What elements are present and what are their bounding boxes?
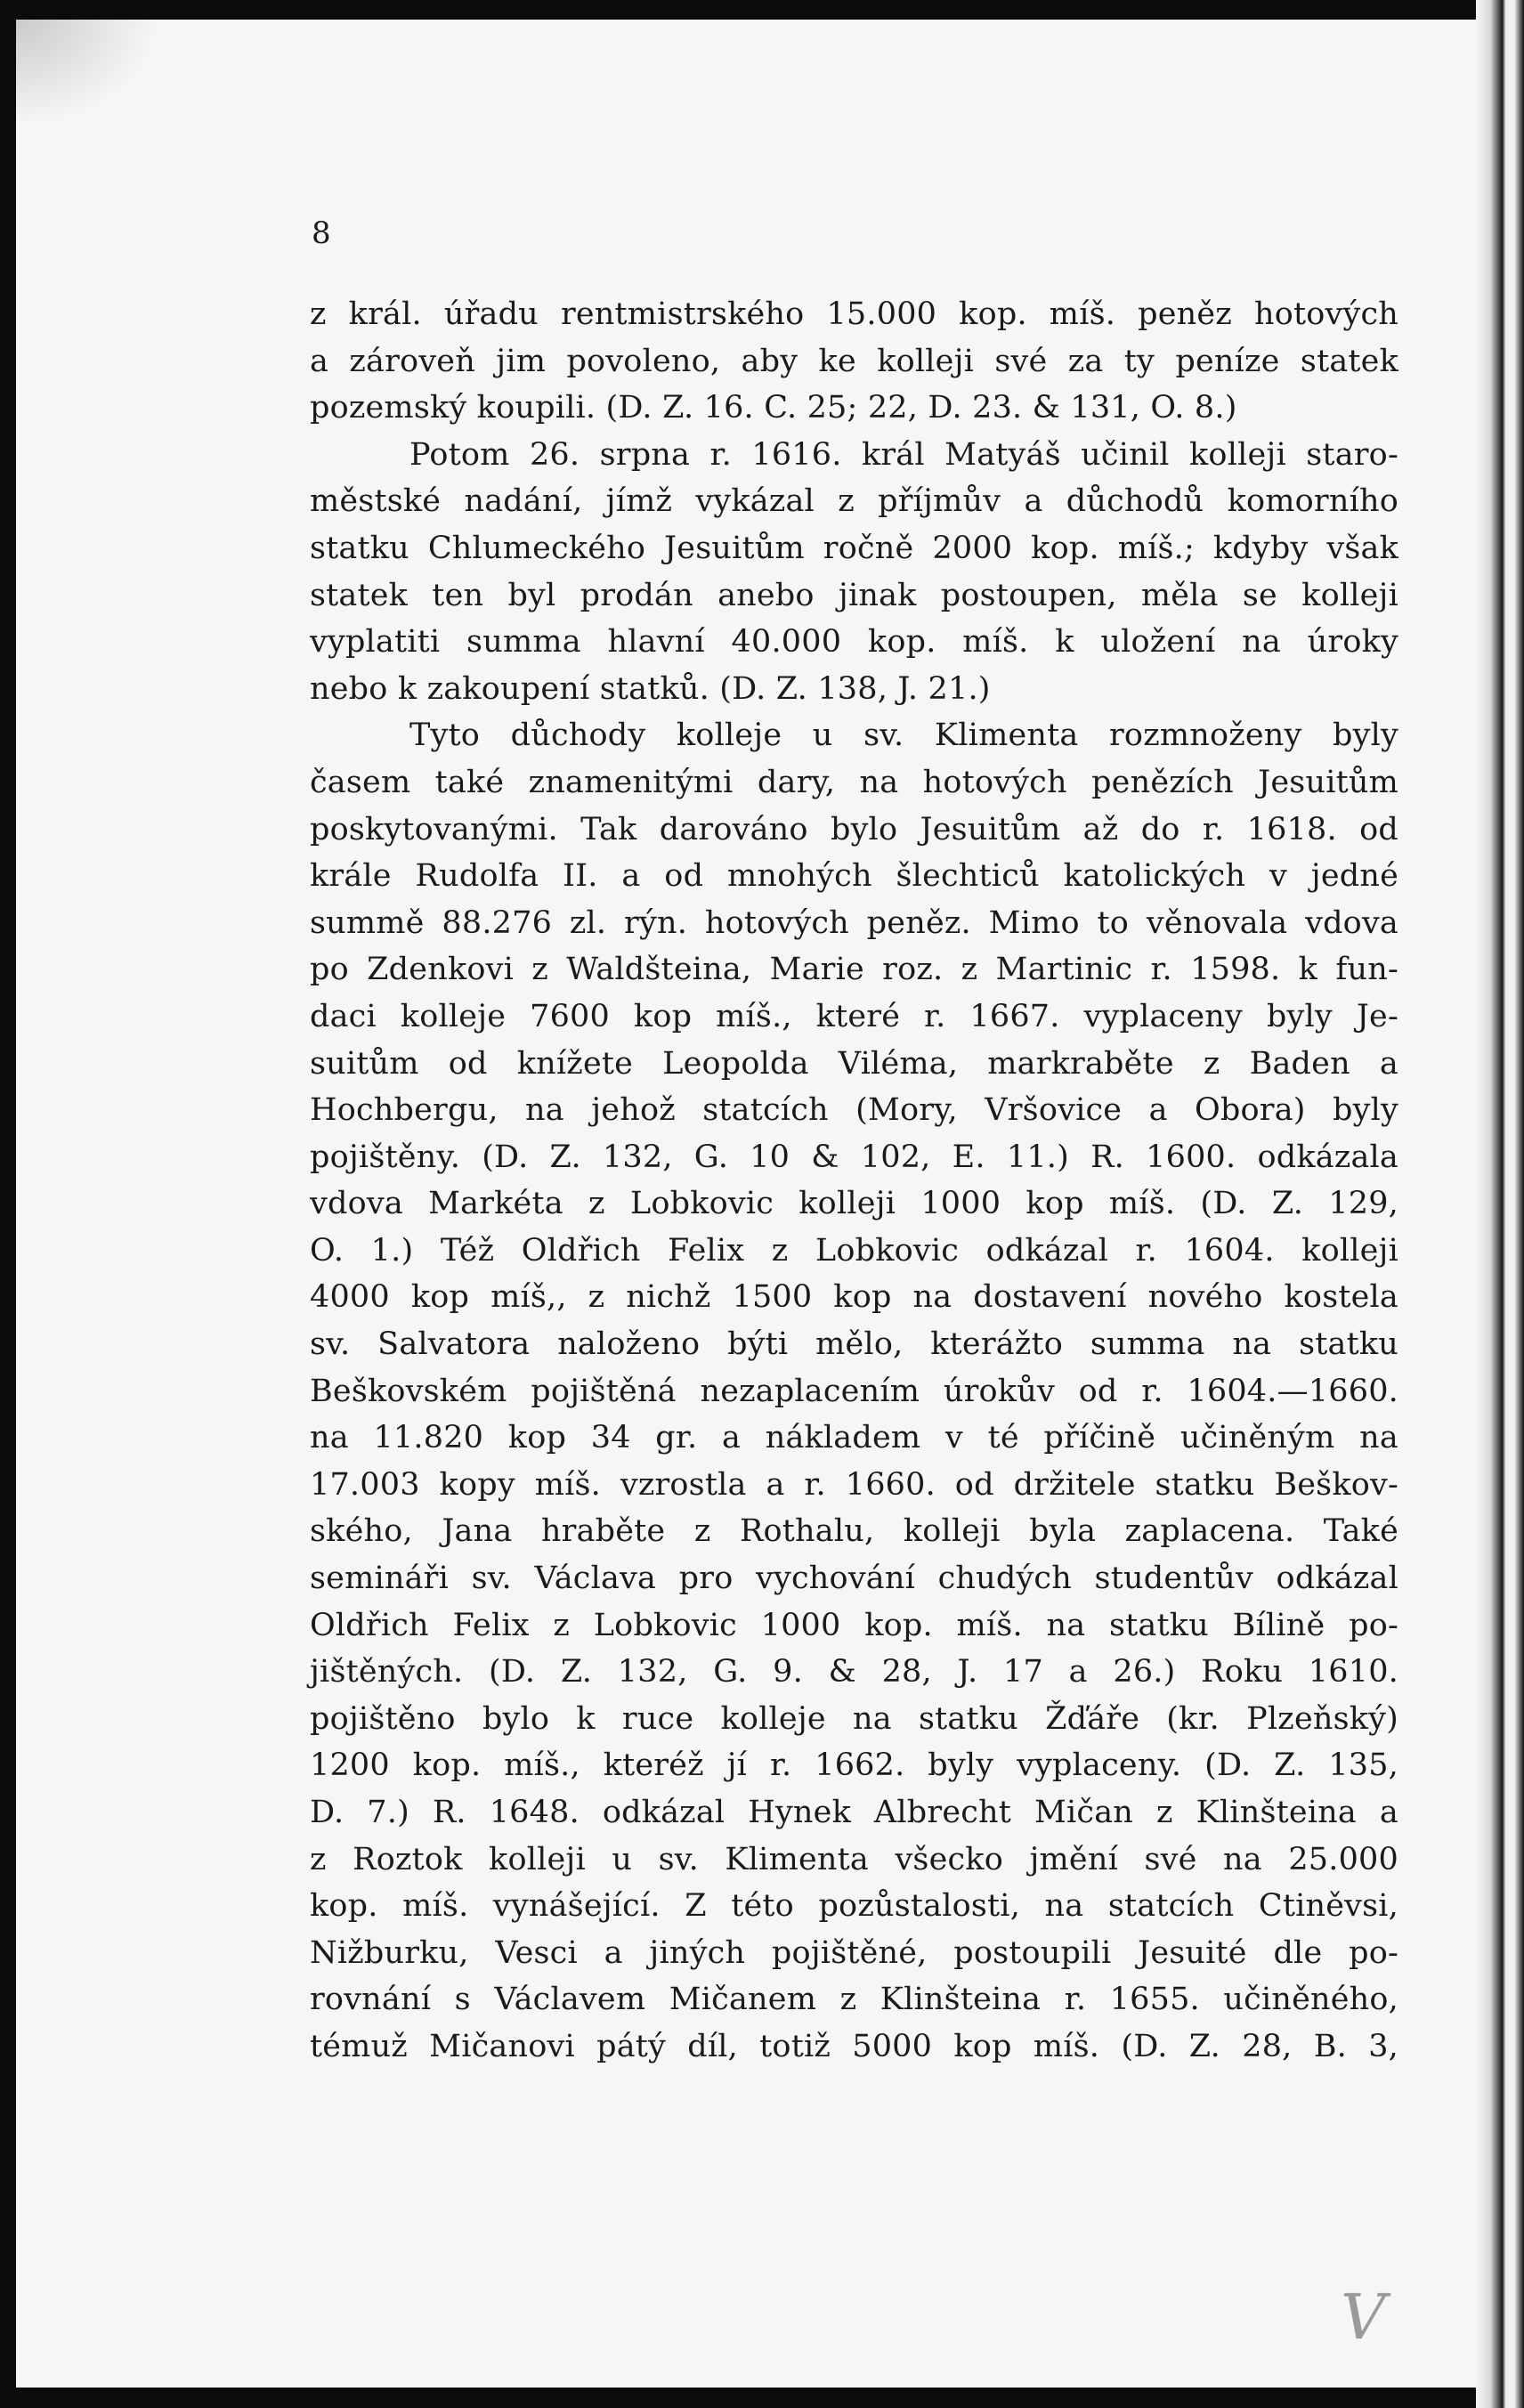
text-line: kop. míš. vynášející. Z této pozůstalosti, na statcích Ctiněvsi, <box>310 1888 1398 1925</box>
text-line: 1200 kop. míš., kteréž jí r. 1662. byly vyplaceny. (D. Z. 135, <box>310 1747 1398 1784</box>
text-line: Beškovském pojištěná nezaplacením úrokův od r. 1604.—1660. <box>310 1373 1398 1409</box>
text-line: z král. úřadu rentmistrského 15.000 kop. míš. peněz hotových <box>310 296 1398 332</box>
text-line: časem také znamenitými dary, na hotových penězích Jesuitům <box>310 764 1398 800</box>
text-line: statku Chlumeckého Jesuitům ročně 2000 kop. míš.; kdyby však <box>310 530 1398 566</box>
text-line: D. 7.) R. 1648. odkázal Hynek Albrecht Mičan z Klinšteina a <box>310 1795 1398 1830</box>
text-line: rovnání s Václavem Mičanem z Klinšteina r. 1655. učiněného, <box>310 1982 1398 2018</box>
text-line: Hochbergu, na jehož statcích (Mory, Vršovice a Obora) byly <box>310 1092 1398 1129</box>
text-line: po Zdenkovi z Waldšteina, Marie roz. z Martinic r. 1598. k fun- <box>310 952 1398 988</box>
text-line: pozemský koupili. (D. Z. 16. C. 25; 22, D. 23. & 131, O. 8.) <box>310 390 1237 426</box>
text-line: 4000 kop míš,, z nichž 1500 kop na dostavení nového kostela <box>310 1279 1398 1316</box>
text-line: a zároveň jim povoleno, aby ke kolleji své za ty peníze statek <box>310 343 1398 379</box>
body-text <box>310 291 1398 2071</box>
text-line: ského, Jana hraběte z Rothalu, kolleji byla zaplacena. Také <box>310 1513 1398 1550</box>
text-line: sv. Salvatora naloženo býti mělo, kterážto summa na statku <box>310 1326 1398 1363</box>
text-line: semináři sv. Václava pro vychování chudých studentův odkázal <box>310 1561 1398 1597</box>
margin-pencil-mark: V <box>1341 2281 1386 2354</box>
text-line: Oldřich Felix z Lobkovic 1000 kop. míš. na statku Bílině po- <box>310 1607 1398 1643</box>
text-line: statek ten byl prodán anebo jinak postoupen, měla se kolleji <box>310 577 1398 613</box>
text-line: 17.003 kopy míš. vzrostla a r. 1660. od držitele statku Beškov- <box>310 1466 1398 1503</box>
text-line: pojištěny. (D. Z. 132, G. 10 & 102, E. 11.) R. 1600. odkázala <box>310 1139 1398 1175</box>
text-line: městské nadání, jímž vykázal z příjmův a důchodů komorního <box>310 483 1398 520</box>
page-number: 8 <box>312 215 331 251</box>
text-line: Tyto důchody kolleje u sv. Klimenta rozmnoženy byly <box>409 718 1398 754</box>
text-line: suitům od knížete Leopolda Viléma, markraběte z Baden a <box>310 1045 1398 1082</box>
text-line: jištěných. (D. Z. 132, G. 9. & 28, J. 17 a 26.) Roku 1610. <box>310 1654 1398 1690</box>
text-line: vyplatiti summa hlavní 40.000 kop. míš. k uložení na úroky <box>310 624 1398 661</box>
text-line: daci kolleje 7600 kop míš., které r. 1667. vyplaceny byly Je- <box>310 998 1398 1034</box>
book-page <box>16 20 1476 2388</box>
text-line: poskytovanými. Tak darováno bylo Jesuitům až do r. 1618. od <box>310 811 1398 847</box>
text-line: O. 1.) Též Oldřich Felix z Lobkovic odkázal r. 1604. kolleji <box>310 1232 1398 1269</box>
text-line: na 11.820 kop 34 gr. a nákladem v té příčině učiněným na <box>310 1420 1398 1456</box>
text-line: krále Rudolfa II. a od mnohých šlechticů katolických v jedné <box>310 858 1398 895</box>
text-line: pojištěno bylo k ruce kolleje na statku Žďáře (kr. Plzeňský) <box>310 1700 1398 1737</box>
text-line: z Roztok kolleji u sv. Klimenta všecko jmění své na 25.000 <box>310 1841 1398 1877</box>
text-line: Nižburku, Vesci a jiných pojištěné, postoupili Jesuité dle po- <box>310 1934 1398 1971</box>
text-line: summě 88.276 zl. rýn. hotových peněz. Mimo to věnovala vdova <box>310 904 1398 941</box>
text-line: témuž Mičanovi pátý díl, totiž 5000 kop míš. (D. Z. 28, B. 3, <box>310 2028 1398 2064</box>
scan-border <box>1476 0 1524 2408</box>
text-line: vdova Markéta z Lobkovic kolleji 1000 kop míš. (D. Z. 129, <box>310 1186 1398 1222</box>
text-line: nebo k zakoupení statků. (D. Z. 138, J. 21.) <box>310 670 991 707</box>
text-line: Potom 26. srpna r. 1616. král Matyáš učinil kolleji staro- <box>409 436 1398 473</box>
